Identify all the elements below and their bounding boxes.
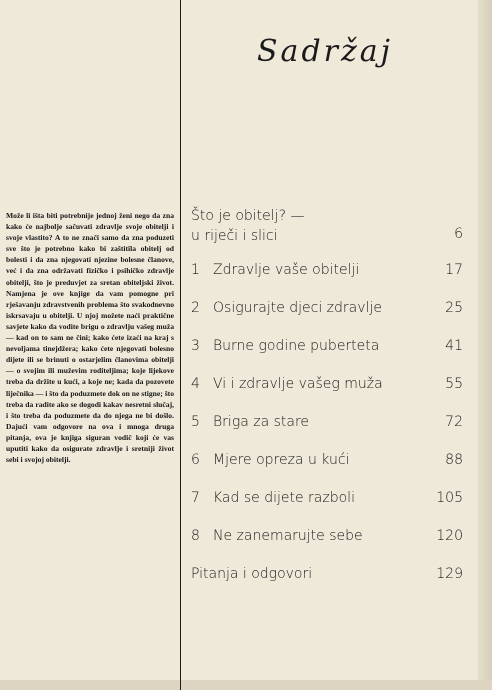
toc-entry-2[interactable]	[191, 300, 463, 338]
page-edge-bottom	[0, 680, 492, 690]
toc-chapter-number: 2	[191, 300, 200, 316]
toc-entry-title: Ne zanemarujte sebe	[213, 528, 363, 544]
toc-entry-title: Burne godine puberteta	[213, 338, 380, 354]
toc-page-number: 129	[436, 566, 463, 582]
toc-page-number: 72	[445, 414, 463, 430]
toc-chapter-number: 6	[191, 452, 200, 468]
toc-entry-4[interactable]	[191, 376, 463, 414]
toc-entry-qa[interactable]	[191, 566, 463, 604]
toc-entry-1[interactable]	[191, 262, 463, 300]
toc-page-number: 105	[436, 490, 463, 506]
toc-entry-title: Mjere opreza u kući	[213, 452, 350, 468]
toc-page-number: 6	[454, 226, 463, 242]
toc-entry-7[interactable]	[191, 490, 463, 528]
toc-entry-5[interactable]	[191, 414, 463, 452]
toc-chapter-number: 1	[191, 262, 200, 278]
toc-entry-title	[191, 206, 304, 246]
toc-page-number: 17	[445, 262, 463, 278]
toc-page-number: 25	[445, 300, 463, 316]
toc-page-number: 120	[436, 528, 463, 544]
page-edge-right	[478, 0, 492, 690]
toc-chapter-number: 7	[191, 490, 200, 506]
toc-entry-title: Briga za stare	[213, 414, 310, 430]
intro-paragraph	[6, 210, 174, 465]
toc-entry-title: Vi i zdravlje vašeg muža	[213, 376, 383, 392]
toc-chapter-number: 5	[191, 414, 200, 430]
toc-page-number: 41	[445, 338, 463, 354]
toc-page-number: 88	[445, 452, 463, 468]
toc-entry-3[interactable]	[191, 338, 463, 376]
toc-entry-8[interactable]	[191, 528, 463, 566]
toc-entry-title: Zdravlje vaše obitelji	[213, 262, 360, 278]
toc-entry-intro[interactable]	[191, 206, 463, 258]
toc-entry-title-line1: Što je obitelj? —	[191, 208, 305, 224]
intro-text: Može li išta biti potrebnije jednoj ženi nego da zna kako će najbolje sačuvati zdravlje svoje obitelji i svoje vlastito? A to ne znači samo da zna poduzeti sve što je potrebno kako bi zaštitila obitelj od bolesti i da zna njegovati njezine bolesne članove, već i da zna održavati fizičko i psihičko zdravlje obitelji, što je preduvjet za sretan obiteljski život. Namjena je ove knjige da vam pomogne pri rješavanju zdravstvenih problema što svakodnevno iskrsavaju u obitelji. U njoj možete naći praktične savjete kako da vodite brigu o zdravlju vašeg muža — kad on to sam ne čini; kako ćete izaći na kraj s nevoljama tinejdžera; kako ćete njegovati bolesno dijete ili se brinuti o ostarjelim članovima obitelji — o svojim ili muževim roditeljima; koje lijekove treba da držite u kući, a koje ne; kada da pozovete liječnika — i što da poduzmete dok on ne stigne; što treba da radite ako se dogodi kakav nesretni slučaj, i što treba da poduzmete da do njega ne bi došlo. Dajući vam odgovore na ova i mnoga druga pitanja, ova je knjiga siguran vodič koji će vas uputiti kako da osigurate zdravlje i sretniji život sebi i svojoj obitelji.	[6, 211, 174, 465]
toc-entry-title: Pitanja i odgovori	[191, 566, 313, 582]
toc-entry-title: Osigurajte djeci zdravlje	[213, 300, 382, 316]
toc-page-number: 55	[445, 376, 463, 392]
page-title: Sadržaj	[257, 34, 393, 69]
toc-entry-title: Kad se dijete razboli	[213, 490, 355, 506]
toc-chapter-number: 3	[191, 338, 200, 354]
toc-chapter-number: 4	[191, 376, 200, 392]
table-of-contents	[191, 206, 463, 604]
toc-chapter-number: 8	[191, 528, 200, 544]
toc-entry-6[interactable]	[191, 452, 463, 490]
toc-entry-title-line2: u riječi i slici	[191, 228, 278, 244]
column-divider	[180, 0, 181, 690]
